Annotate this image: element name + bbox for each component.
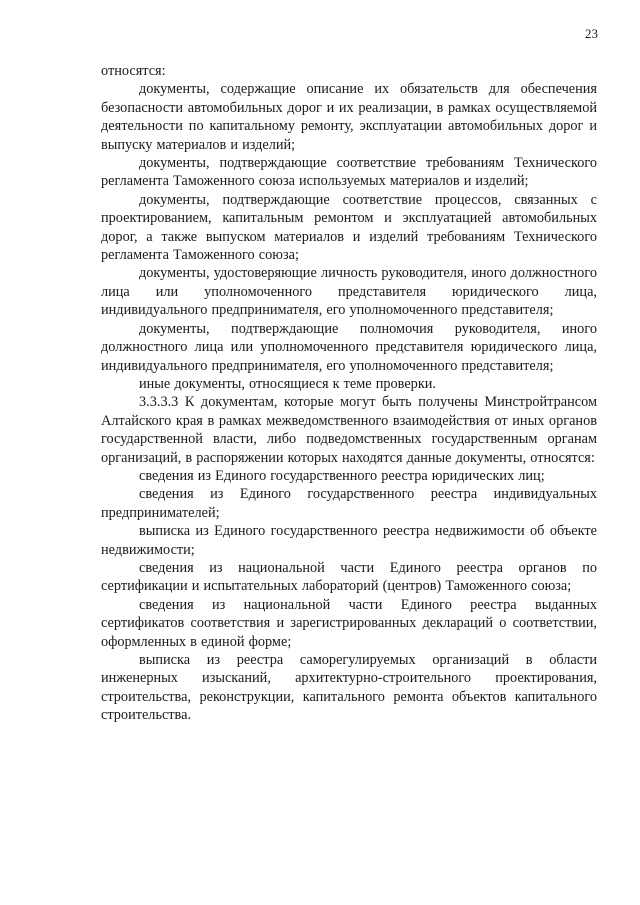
paragraph: сведения из Единого государственного реестра юридических лиц; bbox=[139, 467, 545, 484]
paragraph: документы, удостоверяющие личность руководителя, иного должностного лица или уполномоченного представителя юридического лица, индивидуального предпринимателя, его уполномоченного представителя; bbox=[101, 265, 597, 319]
paragraph: сведения из Единого государственного реестра индивидуальных предпринимателей; bbox=[101, 486, 597, 521]
paragraph: выписка из Единого государственного реестра недвижимости об объекте недвижимости; bbox=[101, 523, 597, 558]
page-number: 23 bbox=[585, 26, 598, 41]
paragraph: документы, содержащие описание их обязательств для обеспечения безопасности автомобильных дорог и их реализации, в рамках осуществляемой деятельности по капитальному ремонту, эксплуатации автомобильных дорог и выпуску материалов и изделий; bbox=[101, 81, 597, 153]
paragraph: документы, подтверждающие соответствие требованиям Технического регламента Таможенного союза используемых материалов и изделий; bbox=[101, 155, 597, 190]
paragraph: иные документы, относящиеся к теме проверки. bbox=[139, 375, 437, 392]
section-paragraph: 3.3.3.3 К документам, которые могут быть получены Минстройтрансом Алтайского края в рамках межведомственного взаимодействия от иных органов государственной власти, либо подведомственных государственным органам организаций, в распоряжении которых находятся данные документы, относятся: bbox=[101, 394, 597, 466]
document-body bbox=[101, 62, 597, 725]
paragraph: сведения из национальной части Единого реестра органов по сертификации и испытательных лабораторий (центров) Таможенного союза; bbox=[101, 559, 597, 595]
paragraph: выписка из реестра саморегулируемых организаций в области инженерных изысканий, архитектурно-строительного проектирования, строительства, реконструкции, капитального ремонта объектов капитального строительства. bbox=[101, 652, 597, 724]
paragraph: сведения из национальной части Единого реестра выданных сертификатов соответствия и зарегистрированных деклараций о соответствии, оформленных в единой форме; bbox=[101, 596, 597, 650]
paragraph-continuation: относятся: bbox=[101, 63, 166, 79]
paragraph: документы, подтверждающие полномочия руководителя, иного должностного лица или уполномоченного представителя юридического лица, индивидуального предпринимателя, его уполномоченного представителя; bbox=[101, 320, 597, 374]
paragraph: документы, подтверждающие соответствие процессов, связанных с проектированием, капитальным ремонтом и эксплуатацией автомобильных дорог, а также выпуском материалов и изделий требованиям Технического регламента Таможенного союза; bbox=[101, 191, 597, 264]
